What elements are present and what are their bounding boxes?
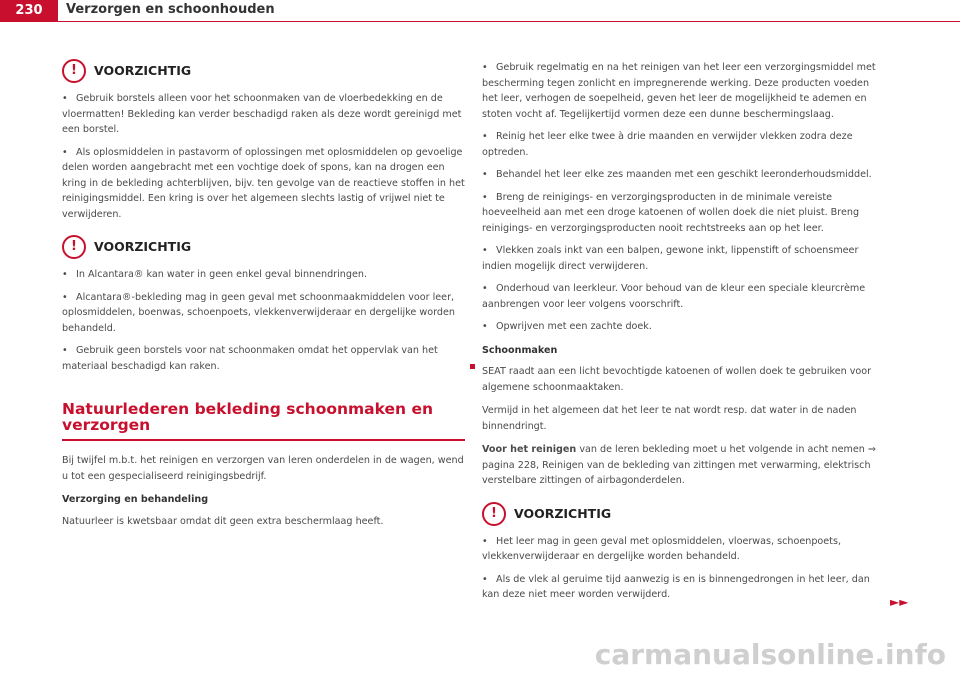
list-item: • Reinig het leer elke twee à drie maanden en verwijder vlekken zodra deze optreden. xyxy=(482,131,853,158)
warning-box-2 xyxy=(62,236,465,374)
paragraph-3 xyxy=(482,442,882,489)
bullet-text: Onderhoud van leerkleur. Voor behoud van de kleur een speciale kleurcrème aanbrengen voor leer volgens voorschrift. xyxy=(482,283,866,310)
list-item: • Behandel het leer elke zes maanden met een geschikt leeronderhoudsmiddel. xyxy=(482,169,872,180)
chapter-title: Verzorgen en schoonhouden xyxy=(66,2,275,17)
list-item: • Opwrijven met een zachte doek. xyxy=(482,321,652,332)
leather-section xyxy=(62,402,465,529)
warning-icon: ! xyxy=(62,235,86,259)
left-column xyxy=(62,60,465,537)
intro-paragraph: Bij twijfel m.b.t. het reinigen en verzorgen van leren onderdelen in de wagen, wend u tot een gespecialiseerd reinigingsbedrijf. xyxy=(62,455,464,482)
warning-1-title-row xyxy=(62,60,465,82)
paragraph-3-bold: Voor het reinigen xyxy=(482,444,577,455)
warning-1-title: VOORZICHTIG xyxy=(94,63,192,79)
bullet-text: Als oplosmiddelen in pastavorm of oplossingen met oplosmiddelen op gevoelige delen worden aangebracht met een vochtige doek of spons, kan na drogen een kring in de bekleding achterblijven, bijv. ten gevolge van de reactieve stoffen in het reinigingsmiddel. Een kring is over het algemeen slechts lastig of vrijwel niet te verwijderen. xyxy=(62,146,465,220)
list-item: • Onderhoud van leerkleur. Voor behoud van de kleur een speciale kleurcrème aanbrengen voor leer volgens voorschrift. xyxy=(482,283,866,310)
page-number: 230 xyxy=(0,0,58,22)
list-item: • Gebruik regelmatig en na het reinigen van het leer een verzorgingsmiddel met bescherming tegen zonlicht en impregnerende werking. Deze producten voeden het leer, verhogen de soepelheid, geven het leer de mogelijkheid te ademen en stoten vocht af. Tegelijkertijd vormen deze een dunne beschermingslaag. xyxy=(482,62,876,120)
section-title: Natuurlederen bekleding schoonmaken en verzorgen xyxy=(62,402,465,441)
warning-box-3 xyxy=(482,503,882,603)
subheading-care: Verzorging en behandeling xyxy=(62,494,209,505)
bullet-text: Gebruik regelmatig en na het reinigen van het leer een verzorgingsmiddel met bescherming tegen zonlicht en impregnerende werking. Deze producten voeden het leer, verhogen de soepelheid, geven het leer de mogelijkheid te ademen en stoten vocht af. Tegelijkertijd vormen deze een dunne beschermingslaag. xyxy=(482,62,876,120)
bullet-text: In Alcantara® kan water in geen enkel geval binnendringen. xyxy=(76,269,368,280)
warning-3-title: VOORZICHTIG xyxy=(514,505,612,521)
watermark: carmanualsonline.info xyxy=(594,638,946,671)
paragraph-1: SEAT raadt aan een licht bevochtigde katoenen of wollen doek te gebruiken voor algemene schoonmaaktaken. xyxy=(482,366,872,393)
paragraph-3-rest[interactable]: van de leren bekleding moet u het volgende in acht nemen ⇒ pagina 228, Reinigen van de bekleding van zittingen met verwarming, elektrisch verstelbare zittingen of airbagonderdelen. xyxy=(482,444,876,486)
subheading-cleaning: Schoonmaken xyxy=(482,344,558,356)
page-header xyxy=(0,0,960,22)
warning-2-title: VOORZICHTIG xyxy=(94,239,192,255)
continue-arrow-icon: ►► xyxy=(890,595,909,609)
header-divider xyxy=(58,21,960,22)
bullet-text: Vlekken zoals inkt van een balpen, gewone inkt, lippenstift of schoensmeer indien mogelijk direct verwijderen. xyxy=(482,245,859,272)
list-item: • In Alcantara® kan water in geen enkel geval binnendringen. xyxy=(62,269,368,280)
warning-2-title-row xyxy=(62,236,465,258)
bullet-text: Het leer mag in geen geval met oplosmiddelen, vloerwas, schoenpoets, vlekkenverwijderaar en dergelijke worden behandeld. xyxy=(482,535,841,562)
warning-icon: ! xyxy=(62,59,86,83)
body-paragraph: Natuurleer is kwetsbaar omdat dit geen extra beschermlaag heeft. xyxy=(62,515,384,527)
bullet-text: Breng de reinigings- en verzorgingsproducten in de minimale vereiste hoeveelheid aan met een droge katoenen of wollen doek die niet pluist. Breng reinigings- en verzorgingsproducten nooit rechtstreeks aan op het leer. xyxy=(482,191,860,234)
section-end-marker xyxy=(470,364,475,369)
warning-3-title-row xyxy=(482,503,882,525)
list-item: • Als de vlek al geruime tijd aanwezig is en is binnengedrongen in het leer, dan kan deze niet meer worden verwijderd. xyxy=(482,573,870,600)
list-item: • Het leer mag in geen geval met oplosmiddelen, vloerwas, schoenpoets, vlekkenverwijderaar en dergelijke worden behandeld. xyxy=(482,535,841,562)
bullet-text: Behandel het leer elke zes maanden met een geschikt leeronderhoudsmiddel. xyxy=(496,169,872,180)
bullet-text: Gebruik borstels alleen voor het schoonmaken van de vloerbedekking en de vloermatten! Bekleding kan verder beschadigd raken als deze wordt gereinigd met een borstel. xyxy=(62,93,462,135)
list-item: • Gebruik geen borstels voor nat schoonmaken omdat het oppervlak van het materiaal beschadigd kan raken. xyxy=(62,343,465,374)
bullet-text: Reinig het leer elke twee à drie maanden en verwijder vlekken zodra deze optreden. xyxy=(482,131,853,158)
bullet-text: Opwrijven met een zachte doek. xyxy=(496,321,652,332)
warning-icon: ! xyxy=(482,502,506,526)
list-item: • Vlekken zoals inkt van een balpen, gewone inkt, lippenstift of schoensmeer indien mogelijk direct verwijderen. xyxy=(482,245,859,272)
right-column xyxy=(482,60,882,610)
bullet-text: Als de vlek al geruime tijd aanwezig is en is binnengedrongen in het leer, dan kan deze niet meer worden verwijderd. xyxy=(482,573,870,600)
list-item: • Alcantara®-bekleding mag in geen geval met schoonmaakmiddelen voor leer, oplosmiddelen, boenwas, schoenpoets, vlekkenverwijderaar en dergelijke worden behandeld. xyxy=(62,291,455,334)
list-item: • Gebruik borstels alleen voor het schoonmaken van de vloerbedekking en de vloermatten! Bekleding kan verder beschadigd raken als deze wordt gereinigd met een borstel. xyxy=(62,93,462,135)
bullet-text: Alcantara®-bekleding mag in geen geval met schoonmaakmiddelen voor leer, oplosmiddelen, boenwas, schoenpoets, vlekkenverwijderaar en dergelijke worden behandeld. xyxy=(62,291,455,334)
paragraph-2: Vermijd in het algemeen dat het leer te nat wordt resp. dat water in de naden binnendringt. xyxy=(482,405,857,432)
bullet-text: Gebruik geen borstels voor nat schoonmaken omdat het oppervlak van het materiaal beschadigd kan raken. xyxy=(62,345,438,372)
list-item: • Als oplosmiddelen in pastavorm of oplossingen met oplosmiddelen op gevoelige delen worden aangebracht met een vochtige doek of spons, kan na drogen een kring in de bekleding achterblijven, bijv. ten gevolge van de reactieve stoffen in het reinigingsmiddel. Een kring is over het algemeen slechts lastig of vrijwel niet te verwijderen. xyxy=(62,146,465,220)
list-item: • Breng de reinigings- en verzorgingsproducten in de minimale vereiste hoeveelheid aan met een droge katoenen of wollen doek die niet pluist. Breng reinigings- en verzorgingsproducten nooit rechtstreeks aan op het leer. xyxy=(482,191,860,234)
warning-box-1 xyxy=(62,60,465,222)
